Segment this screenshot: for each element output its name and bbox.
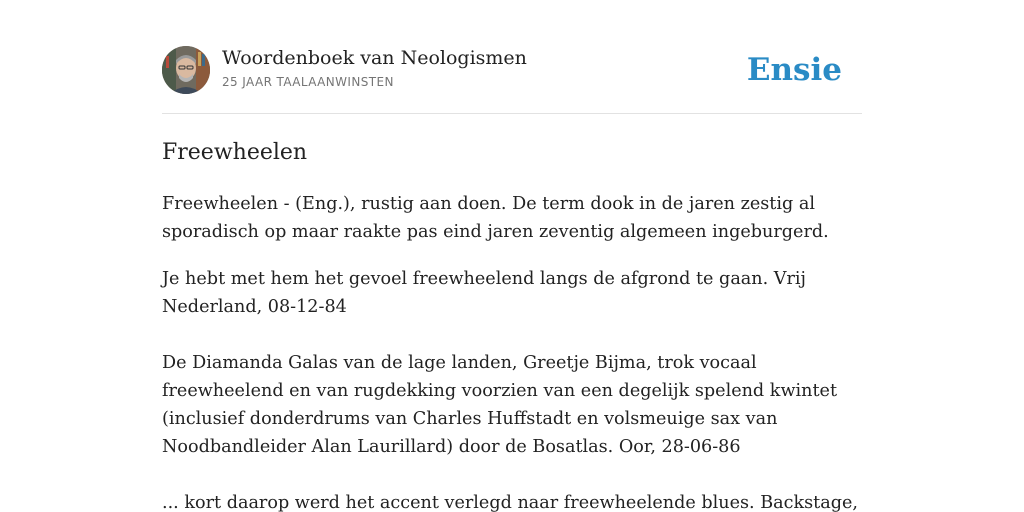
quote-paragraph: De Diamanda Galas van de lage landen, Greetje Bijma, trok vocaal freewheelend en van rugdekking voorzien van een degelijk spelend kwintet (inclusief donderdrums van Charles Huffstadt en volsmeuige sax van Noodbandleider Alan Laurillard) door de Bosatlas. Oor, 28-06-86 xyxy=(162,353,838,457)
quote-paragraph: Je hebt met hem het gevoel freewheelend langs de afgrond te gaan. Vrij Nederland, 08-12-84 xyxy=(162,269,807,317)
entry-body xyxy=(162,190,862,512)
site-header xyxy=(162,46,862,96)
site-title[interactable]: Woordenboek van Neologismen xyxy=(222,47,527,69)
quote-paragraph: ... kort daarop werd het accent verlegd naar freewheelende blues. Backstage, xyxy=(162,493,859,512)
avatar-portrait-icon xyxy=(162,46,210,94)
brand-logo[interactable]: Ensie xyxy=(746,52,842,88)
entry-definition: Freewheelen - (Eng.), rustig aan doen. De term dook in de jaren zestig al sporadisch op maar raakte pas eind jaren zeventig algemeen ingeburgerd. xyxy=(162,194,829,242)
site-subtitle: 25 JAAR TAALAANWINSTEN xyxy=(222,75,394,89)
avatar[interactable] xyxy=(162,46,210,94)
entry-title: Freewheelen xyxy=(162,140,308,165)
paragraph-gap xyxy=(162,461,862,489)
paragraph-gap xyxy=(162,321,862,349)
header-divider xyxy=(162,113,862,114)
